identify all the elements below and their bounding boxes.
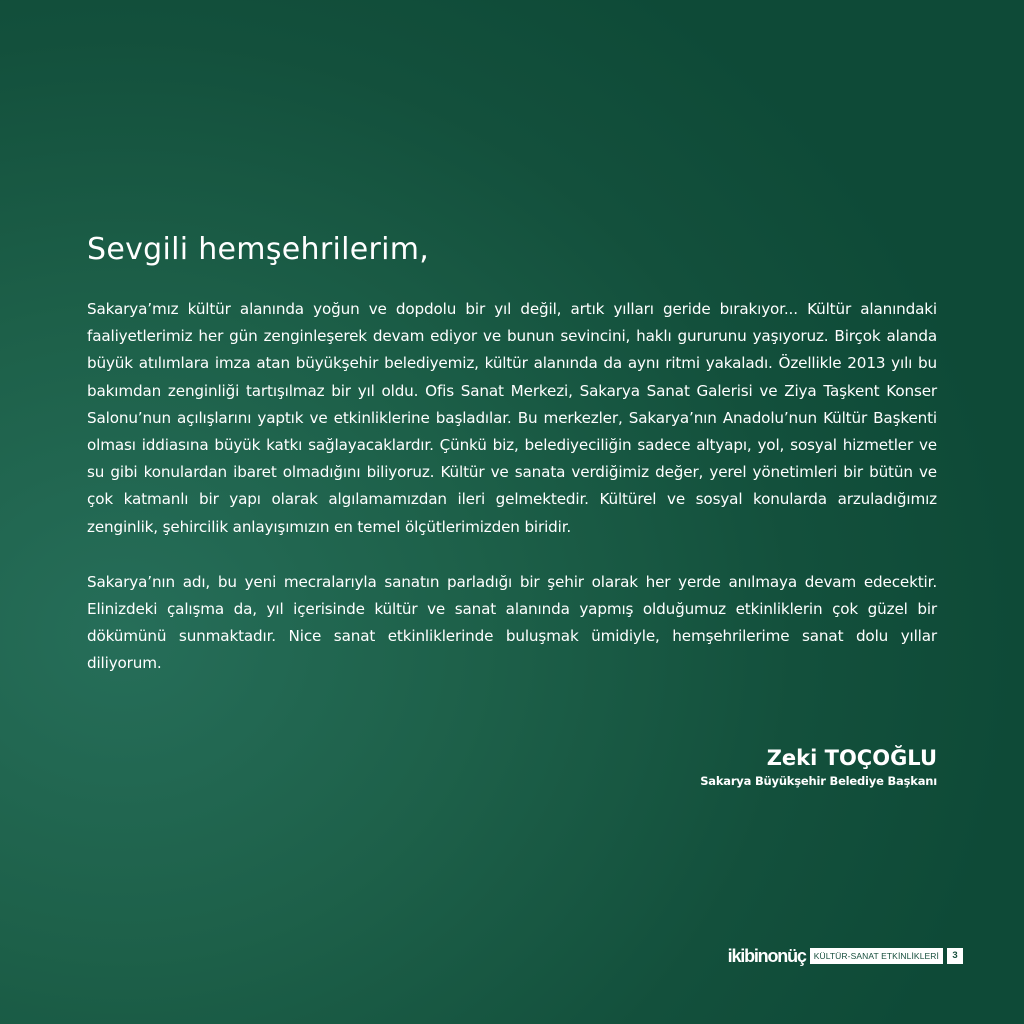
- signature-block: [700, 744, 937, 789]
- letter-paragraph-2: Sakarya’nın adı, bu yeni mecralarıyla sanatın parladığı bir şehir olarak her yerde anılmaya devam edecektir. Elinizdeki çalışma da, yıl içerisinde kültür ve sanat alanında yapmış olduğumuz etkinliklerin çok güzel bir dökümünü sunmaktadır. Nice sanat etkinliklerinde buluşmak ümidiyle, hemşehrilerime sanat dolu yıllar diliyorum.: [87, 572, 937, 673]
- page-footer: [728, 946, 963, 966]
- section-label: KÜLTÜR-SANAT ETKİNLİKLERİ: [810, 948, 943, 964]
- page-number: 3: [947, 948, 963, 964]
- letter-greeting: Sevgili hemşehrilerim,: [87, 232, 430, 267]
- signature-title: Sakarya Büyükşehir Belediye Başkanı: [700, 774, 937, 788]
- letter-paragraph-1: Sakarya’mız kültür alanında yoğun ve dopdolu bir yıl değil, artık yılları geride bırakıyor... Kültür alanındaki faaliyetlerimiz her gün zenginleşerek devam ediyor ve bunun sevincini, haklı gururunu yaşıyoruz. Birçok alanda büyük atılımlara imza atan büyükşehir belediyemiz, kültür alanında da aynı ritmi yakaladı. Özellikle 2013 yılı bu bakımdan zenginliği tartışılmaz bir yıl oldu. Ofis Sanat Merkezi, Sakarya Sanat Galerisi ve Ziya Taşkent Konser Salonu’nun açılışlarını yaptık ve etkinliklerine başladılar. Bu merkezler, Sakarya’nın Anadolu’nun Kültür Başkenti olması iddiasına büyük katkı sağlayacaklardır. Çünkü biz, belediyeciliğin sadece altyapı, yol, sosyal hizmetler ve su gibi konulardan ibaret olmadığını biliyoruz. Kültür ve sanata verdiğimiz değer, yerel yönetimleri bir bütün ve çok katmanlı bir yapı olarak algılamamızdan ileri gelmektedir. Kültürel ve sosyal konularda arzuladığımız zenginlik, şehircilik anlayışımızın en temel ölçütlerimizden biridir.: [87, 300, 937, 536]
- letter-body: [87, 296, 937, 706]
- signature-name: Zeki TOÇOĞLU: [766, 746, 937, 770]
- brand-logo: ikibinonüç: [727, 946, 806, 966]
